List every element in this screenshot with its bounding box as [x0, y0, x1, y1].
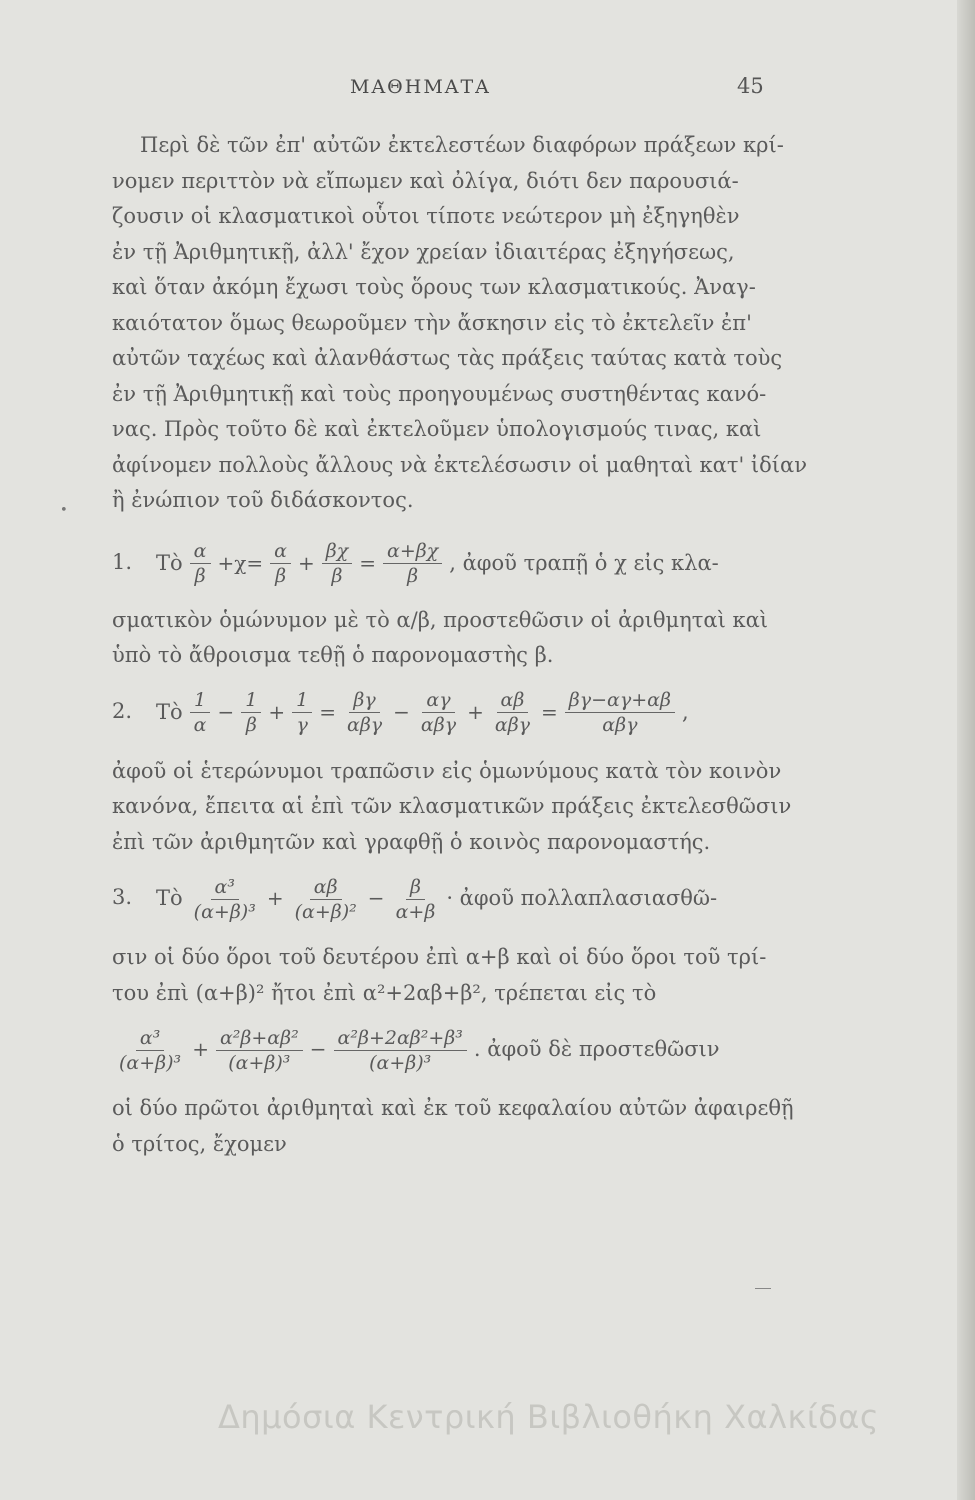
operator: + — [297, 550, 315, 575]
operator: = — [541, 699, 558, 724]
margin-mark: • — [60, 503, 68, 518]
text-line: ἀφίνομεν πολλοὺς ἄλλους νὰ ἐκτελέσωσιν οἱ μαθηταὶ κατ' ἰδίαν — [112, 452, 807, 477]
text-line: Περὶ δὲ τῶν ἐπ' αὐτῶν ἐκτελεστέων διαφόρων πράξεων κρί- — [140, 133, 784, 157]
example-2-formula — [112, 680, 802, 746]
text-line: ζουσιν οἱ κλασματικοὶ οὗτοι τίποτε νεώτερον μὴ ἐξηγηθὲν — [112, 204, 740, 228]
intro-paragraph — [112, 128, 807, 519]
example-number: 2. — [112, 698, 133, 723]
operator: + — [192, 1037, 209, 1062]
fraction: $\frac{\alpha}{\beta}$ — [270, 539, 291, 588]
fraction: $\frac{\text{α³}}{\text{(α+β)³}}$ — [193, 875, 256, 923]
example-3 — [112, 866, 802, 1162]
operator: + — [268, 699, 286, 724]
fraction: $\frac{1}{\gamma}$ — [292, 688, 312, 737]
fraction: $\frac{\beta\chi}{\beta}$ — [322, 539, 353, 588]
text-line: οἱ δύο πρῶτοι ἀριθμηταὶ καὶ ἐκ τοῦ κεφαλαίου αὐτῶν ἀφαιρεθῇ — [112, 1096, 794, 1120]
operator: = — [359, 550, 377, 575]
page-header — [0, 74, 975, 104]
operator: +χ= — [217, 550, 264, 575]
fraction: $\frac{\text{α²β+2αβ²+β³}}{\text{(α+β)³}}$ — [334, 1026, 467, 1075]
formula-tail: , ἀφοῦ τραπῇ ὁ χ εἰς κλα- — [449, 550, 719, 575]
text-line: σματικὸν ὁμώνυμον μὲ τὸ α/β, προστεθῶσιν οἱ ἀριθμηταὶ καὶ — [112, 607, 769, 632]
library-watermark: Δημόσια Κεντρική Βιβλιοθήκη Χαλκίδας — [218, 1398, 880, 1436]
fraction: $\frac{1}{\beta}$ — [241, 688, 261, 737]
text-line: ἐν τῇ Ἀριθμητικῇ καὶ τοὺς προηγουμένως συστηθέντας κανό- — [112, 381, 767, 406]
text-line: καὶ ὅταν ἀκόμη ἔχωσι τοὺς ὅρους των κλασματικούς. Ἀναγ- — [112, 275, 756, 299]
text-line: ὁ τρίτος, ἔχομεν — [112, 1131, 287, 1156]
fraction: $\frac{\beta\gamma-\alpha\gamma+\alpha\beta}{\text{αβγ}}$ — [565, 688, 675, 737]
formula-tail: · ἀφοῦ πολλαπλασιασθῶ- — [446, 886, 718, 911]
text-line: ἢ ἐνώπιον τοῦ διδάσκοντος. — [112, 488, 414, 512]
lead-word: Τὸ — [156, 886, 183, 911]
lead-word: Τὸ — [156, 550, 183, 575]
text-line: νομεν περιττὸν νὰ εἴπωμεν καὶ ὀλίγα, διότι δεν παρουσιά- — [112, 168, 739, 193]
operator: − — [217, 699, 235, 724]
trailing-dash — [755, 1288, 771, 1289]
lead-word: Τὸ — [156, 699, 183, 724]
text-line: κανόνα, ἔπειτα αἱ ἐπὶ τῶν κλασματικῶν πράξεις ἐκτελεσθῶσιν — [112, 794, 792, 818]
example-1 — [112, 531, 802, 674]
example-3-result — [112, 1017, 802, 1083]
fraction: $\frac{\alpha\beta}{\text{αβγ}}$ — [494, 689, 531, 736]
operator: − — [367, 886, 385, 911]
fraction: $\frac{\beta}{\alpha+\beta}$ — [395, 875, 436, 923]
operator: − — [309, 1037, 327, 1062]
example-number: 3. — [112, 885, 133, 909]
running-title: ΜΑΘΗΜΑΤΑ — [350, 76, 491, 98]
example-number: 1. — [112, 549, 133, 574]
punctuation: , — [681, 699, 689, 724]
fraction: $\frac{\text{α²β+αβ²}}{\text{(α+β)³}}$ — [216, 1026, 303, 1075]
text-line: ἐν τῇ Ἀριθμητικῇ, ἀλλ' ἔχον χρείαν ἰδιαιτέρας ἐξηγήσεως, — [112, 239, 735, 264]
page-number: 45 — [737, 74, 764, 98]
example-1-formula — [112, 531, 802, 597]
example-3-formula — [112, 866, 802, 932]
operator: = — [319, 699, 336, 724]
operator: − — [393, 699, 410, 724]
page-body — [112, 128, 807, 1162]
formula-tail: . ἀφοῦ δὲ προστεθῶσιν — [473, 1037, 720, 1062]
text-line: ἐπὶ τῶν ἀριθμητῶν καὶ γραφθῇ ὁ κοινὸς παρονομαστής. — [112, 829, 711, 854]
text-line: του ἐπὶ (α+β)² ἤτοι ἐπὶ α²+2αβ+β², τρέπεται εἰς τὸ — [112, 980, 657, 1005]
text-line: καιότατον ὅμως θεωροῦμεν τὴν ἄσκησιν εἰς τὸ ἐκτελεῖν ἐπ' — [112, 310, 752, 335]
text-line: αὐτῶν ταχέως καὶ ἀλανθάστως τὰς πράξεις ταύτας κατὰ τοὺς — [112, 346, 783, 370]
text-line: νας. Πρὸς τοῦτο δὲ καὶ ἐκτελοῦμεν ὑπολογισμούς τινας, καὶ — [112, 417, 762, 441]
fraction: $\frac{\beta\gamma}{\text{αβγ}}$ — [346, 689, 383, 736]
text-line: ὑπὸ τὸ ἄθροισμα τεθῇ ὁ παρονομαστὴς β. — [112, 643, 554, 667]
text-line: ἀφοῦ οἱ ἑτερώνυμοι τραπῶσιν εἰς ὁμωνύμους κατὰ τὸν κοινὸν — [112, 758, 782, 783]
page-edge — [957, 0, 975, 1500]
fraction: $\frac{\alpha\beta}{\text{(α+β)²}}$ — [294, 875, 357, 923]
text-line: σιν οἱ δύο ὅροι τοῦ δευτέρου ἐπὶ α+β καὶ οἱ δύο ὅροι τοῦ τρί- — [112, 945, 767, 969]
fraction: $\frac{\alpha}{\beta}$ — [190, 539, 211, 588]
operator: + — [266, 886, 284, 911]
operator: + — [467, 699, 484, 724]
fraction: $\frac{\alpha+\beta\chi}{\beta}$ — [383, 539, 442, 588]
fraction: $\frac{\text{α³}}{\text{(α+β)³}}$ — [119, 1026, 182, 1074]
fraction: $\frac{\alpha\gamma}{\text{αβγ}}$ — [420, 689, 457, 736]
example-2 — [112, 680, 802, 861]
fraction: $\frac{1}{\alpha}$ — [190, 688, 211, 737]
